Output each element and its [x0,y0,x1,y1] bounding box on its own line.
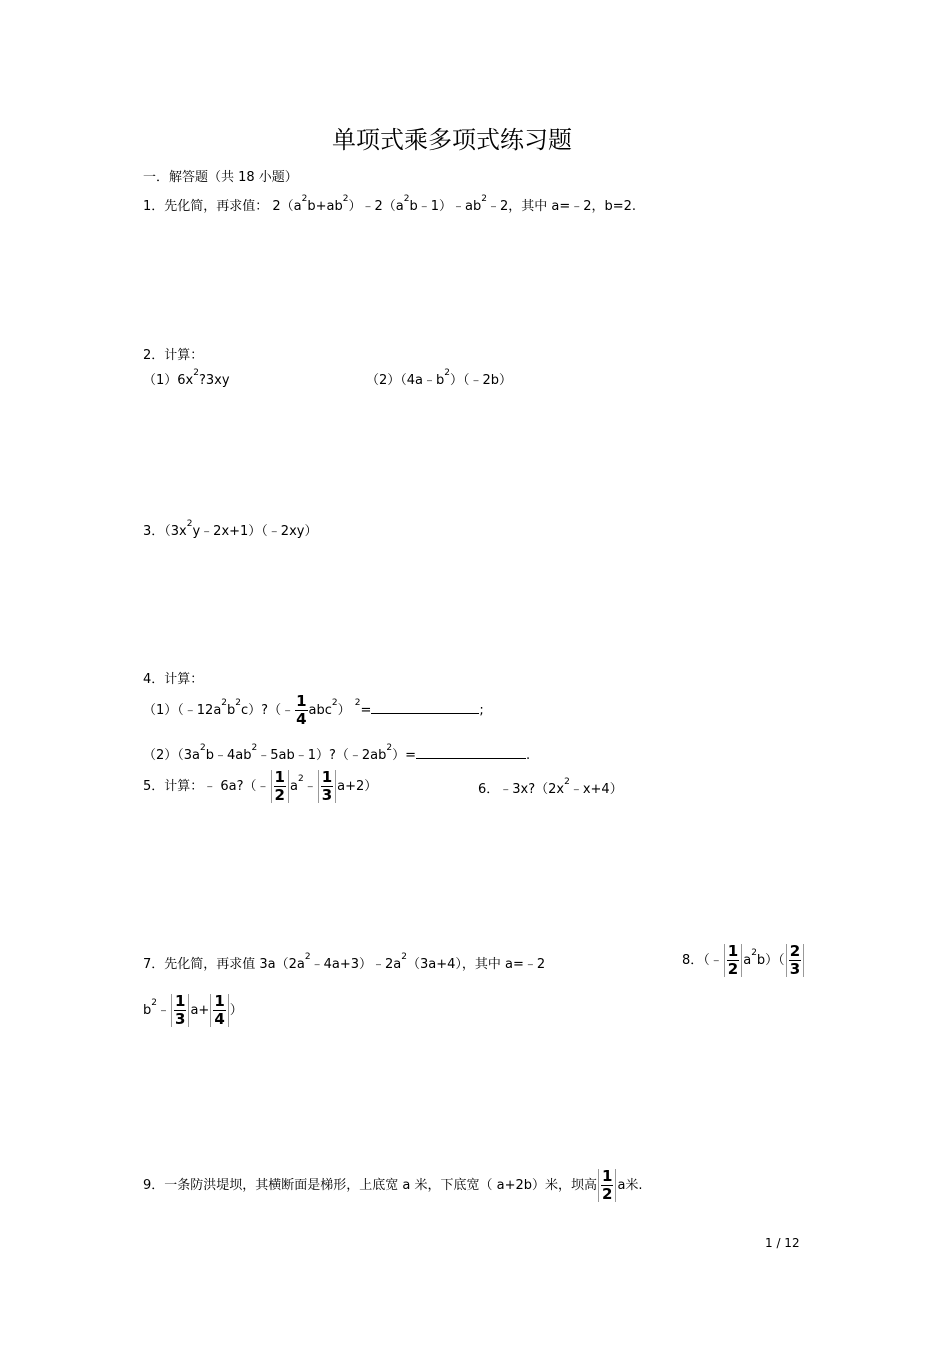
fraction: $\frac{1}{3}$ [171,994,189,1027]
fraction: $\frac{1}{3}$ [318,770,336,803]
answer-blank [371,701,479,714]
question-6: 6．$﹣3x?(2x^2﹣x+4)$ [478,777,623,797]
question-2-heading: 2．计算： [143,348,204,363]
answer-blank [416,746,526,759]
question-9: 9．一条防洪堤坝，其横断面是梯形，上底宽 a 米，下底宽（ a+2b）米，坝高 $\frac{1}{2}$ a米. [143,1167,643,1203]
fraction: $\frac{2}{3}$ [786,944,804,977]
question-3: 3．$(3x^2y﹣2x+1)(﹣2xy)$ [143,519,318,539]
fraction: $\frac{1}{2}$ [271,770,289,803]
question-7: 7．先化简，再求值 $3a(2a^2﹣4a+3)﹣2a^2(3a+4)$，其中 a=﹣2 [143,952,546,972]
question-4-part-2: $(2)(3a^2b﹣4ab^2﹣5ab﹣1)?(﹣2ab^2)=$ . [143,743,531,763]
question-2-part-1: $(1)6x^2?3xy$ [143,368,230,388]
fraction: $\frac{1}{4}$ [296,692,307,728]
fraction: $\frac{1}{4}$ [210,994,228,1027]
section-heading: 一．解答题（共 18 小题） [143,170,298,185]
question-8: 8．（﹣ $\frac{1}{2}$ $a^2b$）（ $\frac{2}{3}$ [682,944,805,977]
fraction: $\frac{1}{2}$ [724,944,742,977]
question-2-part-2: $(2)(4a﹣b^2)(﹣2b)$ [366,368,513,388]
question-8-continued: $b^2﹣$ $\frac{1}{3}$ a+ $\frac{1}{4}$ ） [143,992,243,1028]
question-4-heading: 4．计算： [143,672,204,687]
fraction: $\frac{1}{2}$ [598,1169,616,1202]
question-4-part-1: $(1)(﹣12a^2b^2c)?(﹣$ $\frac{1}{4}$ abc$^2$） $^2$= ; [143,692,484,728]
question-1: 1．先化简，再求值： $2(a^2b+ab^2)﹣2(a^2b﹣1)﹣ab^2﹣2$，其中 a=﹣2，b=2. [143,194,637,214]
question-5: 5．计算：﹣ 6a?（﹣ $\frac{1}{2}$ $a^2﹣$ $\frac{1}{3}$ a+2） [143,768,378,804]
page-number: 1 / 12 [765,1236,800,1250]
page-title: 单项式乘多项式练习题 [332,126,572,154]
